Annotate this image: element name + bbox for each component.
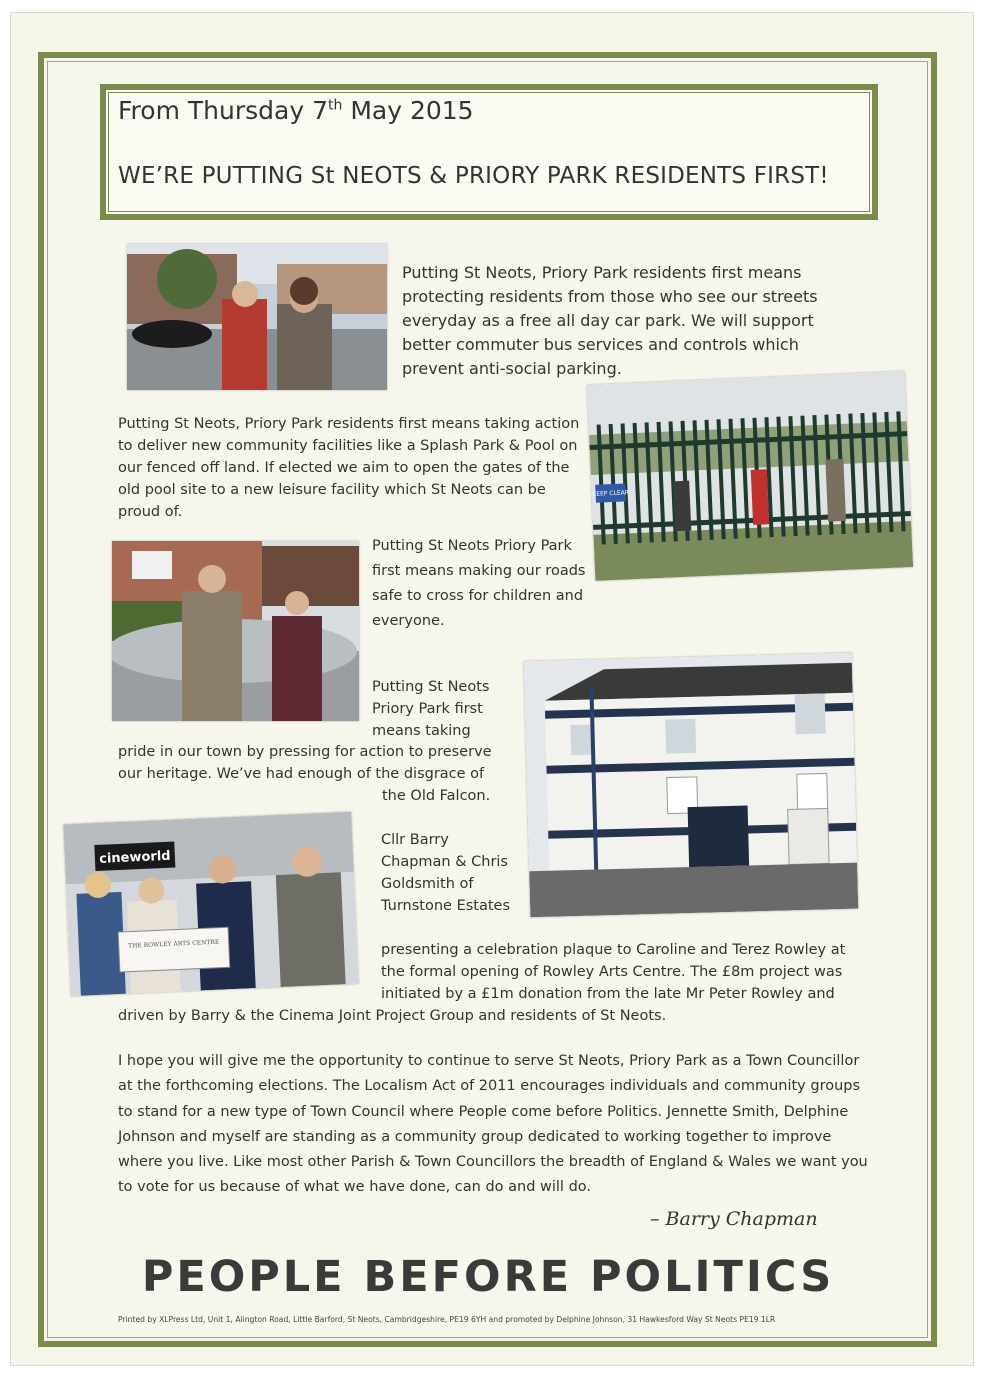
photo-old-falcon [524,653,859,917]
paragraph-plaque-top: Cllr Barry Chapman & Chris Goldsmith of Turnstone Estates [381,832,511,914]
paragraph-appeal: I hope you will give me the opportunity to continue to serve St Neots, Priory Park as a Town Councillor at the forthcoming elections. The Localism Act of 2011 encourages individuals and community groups to stand for a new type of Town Council where People come before Politics. Jennette Smith, Delphine Johnson and myself are standing as a community group dedicated to working together to improve where you live. Like most other Parish & Town Councillors the breadth of England & Wales we want you to vote for us because of what we have done, can do and will do. [118,1053,868,1196]
keep-clear-sign: KEEP CLEAR [592,489,630,498]
photo-cineworld-presentation [63,812,358,996]
header-date: From Thursday 7th May 2015 [118,96,474,125]
paragraph-heritage-end: the Old Falcon. [382,788,491,804]
paragraph-heritage-top: Putting St Neots Priory Park first means taking [372,679,490,739]
photo-road-safety [112,541,359,721]
photo-pool-gates [587,371,913,581]
signature: – Barry Chapman [650,1208,818,1230]
paragraph-road-safety: Putting St Neots Priory Park first means making our roads safe to cross for children and everyone. [372,538,586,629]
cheque-text: THE ROWLEY ARTS CENTRE [127,938,220,950]
photo-residents-street [127,244,387,390]
paragraph-splash-park: Putting St Neots, Priory Park residents first means taking action to deliver new community facilities like a Splash Park & Pool on our fenced off land. If elected we aim to open the gates of the old pool site to a new leisure facility which St Neots can be proud of. [118,416,580,520]
header-headline: WE’RE PUTTING St NEOTS & PRIORY PARK RESIDENTS FIRST! [118,163,829,189]
paragraph-parking: Putting St Neots, Priory Park residents first means protecting residents from those who see our streets everyday as a free all day car park. We will support better commuter bus services and controls which prevent anti-social parking. [402,263,818,378]
date-superscript: th [328,97,343,114]
cineworld-sign: cineworld [98,848,171,867]
paragraph-heritage-middle: pride in our town by pressing for action to preserve our heritage. We’ve had enough of the disgrace of [118,744,492,782]
paragraph-plaque-middle: presenting a celebration plaque to Caroline and Terez Rowley at the formal opening of Rowley Arts Centre. The £8m project was initiated by a £1m donation from the late Mr Peter Rowley and [381,942,846,1002]
imprint: Printed by XLPress Ltd, Unit 1, Alington Road, Little Barford, St Neots, Cambridgeshire, PE19 6YH and promoted by Delphine Johnson, 31 Hawkesford Way St Neots PE19 1LR [118,1315,776,1324]
paragraph-plaque-end: driven by Barry & the Cinema Joint Project Group and residents of St Neots. [118,1008,667,1024]
slogan: PEOPLE BEFORE POLITICS [141,1252,835,1302]
